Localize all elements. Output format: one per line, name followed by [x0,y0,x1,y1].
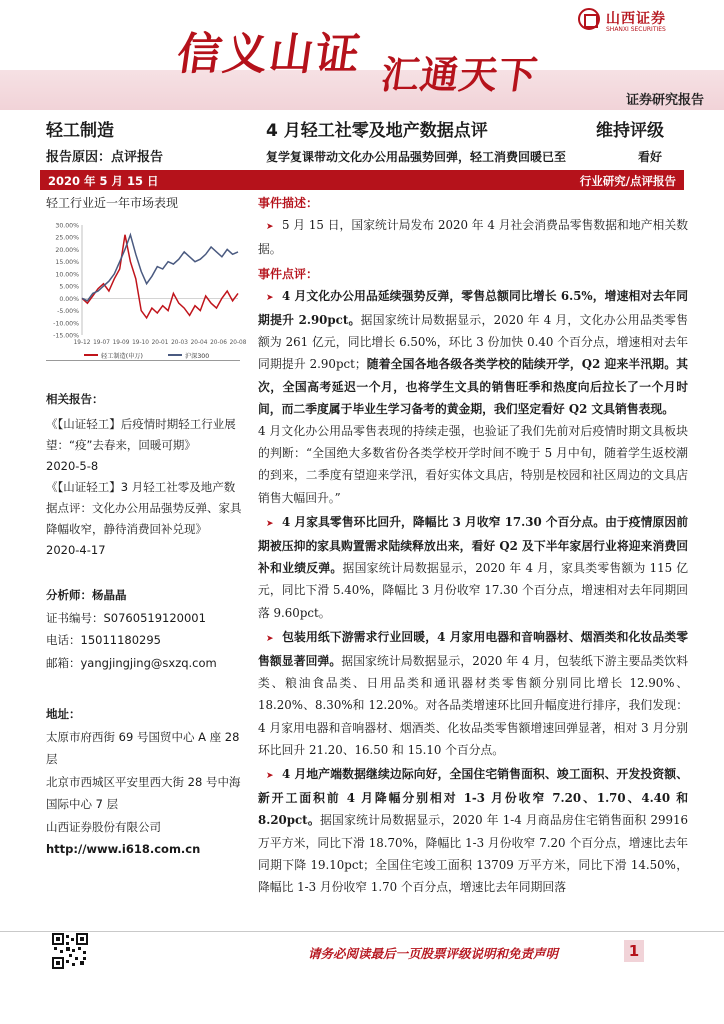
chart-title: 轻工行业近一年市场表现 [46,196,179,210]
related-report-date: 2020-4-17 [46,543,106,557]
point-1-bold-2: 随着全国各地各级各类学校的陆续开学，Q2 迎来半汛期。其次，全国高考延迟一个月，也将学生文具的销售旺季和热度向后拉长了一个月时间，而二季度属于毕业生学习备考的黄金期，我们坚定看好 Q2 文具销售表现。 [258,357,688,416]
bullet-icon: ➤ [266,518,274,529]
point-1-text: 据国家统计局数据显示，2020 年 4 月，文化办公用品类零售额为 261 亿元，同比增长 6.50%，环比 3 份加快 0.40 个百分点，增速相对去年同期提升 2.90pct； [258,313,688,372]
x-tick-label: 19-12 [73,340,91,346]
y-tick-label: 5.00% [59,283,79,291]
address-line-1: 太原市府西街 69 号国贸中心 A 座 28 层 [46,729,240,766]
left-column [46,192,246,365]
x-tick-label: 20-08 [229,340,246,346]
rating-view: 看好 [638,150,663,164]
x-tick-label: 20-03 [171,340,188,346]
chart-svg [46,215,246,365]
bullet-icon: ➤ [266,771,274,782]
x-tick-label: 19-10 [132,340,149,346]
rating-label: 维持评级 [596,121,664,141]
bullet-icon: ➤ [266,222,274,233]
event-desc-heading: 事件描述： [258,196,319,210]
y-tick-label: 20.00% [55,246,79,254]
y-tick-label: 0.00% [59,295,79,303]
slogan-2: 汇通天下 [378,52,541,97]
point-2-text: 据国家统计局数据显示，2020 年 4 月，家具类零售额为 115 亿元，同比下滑 5.40%，降幅比 3 月份收窄 17.30 个百分点，增速相对去年同期回落 9.60pct。 [258,561,688,620]
y-tick-label: 10.00% [55,271,79,279]
y-tick-label: -15.00% [53,332,79,340]
industry-label: 轻工制造 [46,121,114,141]
address-line-2: 北京市西城区平安里西大街 28 号中海国际中心 7 层 [46,774,241,811]
point-3 [258,626,688,761]
event-desc-paragraph [258,214,688,260]
x-tick-label: 19-09 [112,340,130,346]
legend-label: 沪深300 [185,353,210,360]
company-website[interactable]: http://www.i618.com.cn [46,842,201,856]
bullet-icon: ➤ [266,292,274,303]
address-heading: 地址： [46,707,81,721]
event-comment-heading: 事件点评： [258,266,319,281]
qr-code-icon [52,933,88,969]
report-reason: 报告原因：点评报告 [46,150,164,165]
analyst-cert: 证书编号：S0760519120001 [46,610,206,625]
report-category: 行业研究/点评报告 [579,174,676,188]
page-header [0,0,724,110]
x-tick-label: 20-01 [151,340,169,346]
x-tick-label: 20-04 [190,340,208,346]
header-band [0,70,724,110]
related-heading: 相关报告： [46,392,104,406]
event-desc-text: 5 月 15 日，国家统计局发布 2020 年 4 月社会消费品零售数据和地产相关数据。 [258,218,688,257]
page-number: 1 [624,940,644,962]
legend-label: 轻工制造(申万) [101,353,143,360]
analyst-name: 分析师：杨晶晶 [46,588,127,602]
point-2 [258,511,688,624]
slogan-1: 信义山证 [173,29,365,80]
point-4 [258,763,688,898]
y-tick-label: 25.00% [55,234,79,242]
related-report-title[interactable]: 《【山证轻工】3 月轻工社零及地产数据点评：文化办公用品强势反弹、家具降幅收窄，静待消费回补兑现》 [46,480,242,536]
y-tick-label: 15.00% [55,259,79,267]
point-1-tail: 4 月文化办公用品零售表现的持续走强，也验证了我们先前对后疫情时期文具板块的判断：“全国绝大多数省份各类学校开学时间不晚于 5 月中旬，随着学生返校潮的到来，二季度有望迎来学汛，看好实体文具店，特别是校园和社区周边的文具店销售大幅回升。” [258,424,688,505]
logo-en: SHANXI SECURITIES [606,26,666,33]
point-1-bold: 4 月文化办公用品延续强势反弹，零售总额同比增长 6.5%，增速相对去年同期提升 2.90pct。 [258,288,688,328]
main-content [258,192,688,898]
series-line [82,235,238,318]
related-report-date: 2020-5-8 [46,459,99,473]
point-3-bold: 包装用纸下游需求行业回暖，4 月家用电器和音响器材、烟酒类和化妆品类零售额显著回弹。 [258,629,688,669]
point-4-bold: 4 月地产端数据继续边际向好，全国住宅销售面积、竣工面积、开发投资额、新开工面积前 4 月降幅分别相对 1-3 月份收窄 7.20、1.70、4.40 和 8.20pct。 [258,767,688,828]
disclaimer-note: 请务必阅读最后一页股票评级说明和免责声明 [308,946,559,961]
logo-cn: 山西证券 [606,11,666,27]
series-line [82,235,238,301]
logo-icon [578,8,600,30]
point-2-bold: 4 月家具零售环比回升，降幅比 3 月收窄 17.30 个百分点。由于疫情原因前期被压抑的家具购置需求陆续释放出来，看好 Q2 及下半年家居行业将迎来消费回补和业绩反弹。 [258,514,688,576]
y-tick-label: 30.00% [55,222,79,230]
point-1 [258,285,688,420]
y-tick-label: -10.00% [53,320,79,328]
company-name: 山西证券股份有限公司 [46,819,161,834]
market-chart [46,215,246,365]
report-title: 4 月轻工社零及地产数据点评 [266,121,488,141]
x-tick-label: 20-06 [210,340,227,346]
research-label: 证券研究报告 [625,93,704,108]
related-reports [46,414,244,561]
analyst-info [46,584,244,674]
report-date: 2020 年 5 月 15 日 [48,174,159,188]
date-bar [40,170,684,190]
analyst-email[interactable]: 邮箱：yangjingjing@sxzq.com [46,655,217,670]
footer-divider [0,931,724,932]
analyst-phone: 电话：15011180295 [46,633,161,647]
report-subtitle: 复学复课带动文化办公用品强势回弹，轻工消费回暖已至 [266,150,567,164]
bullet-icon: ➤ [266,633,274,644]
divider [46,360,240,361]
related-report-title[interactable]: 《【山证轻工】后疫情时期轻工行业展望：“疫”去春来，回暖可期》 [46,417,236,452]
address-info [46,703,244,861]
company-logo [566,6,716,36]
point-4-text: 据国家统计局数据显示，2020 年 1-4 月商品房住宅销售面积 29916 万平方米，同比下滑 18.70%，降幅比 1-3 月份收窄 7.20 个百分点，增速比去年同期下降 19.10pct；全国住宅竣工面积 13709 万平方米，同比下滑 14.50%，降幅比 1-3 月份收窄 1.70 个百分点，增速比去年同期回落 [258,813,688,895]
x-tick-label: 19-07 [93,340,110,346]
point-3-text: 据国家统计局数据显示，2020 年 4 月，包装纸下游主要品类饮料类、粮油食品类、日用品类和通讯器材类零售额分别同比增长 12.90%、18.20%、8.30%和 12.20%。对各品类增速环比回升幅度进行排序，我们发现：4 月家用电器和音响器材、烟酒类、化妆品类零售额增速回弹显著，相对 3 月分别环比回升 21.20、16.50 和 15.10 个百分点。 [258,654,688,757]
y-tick-label: -5.00% [57,308,79,316]
